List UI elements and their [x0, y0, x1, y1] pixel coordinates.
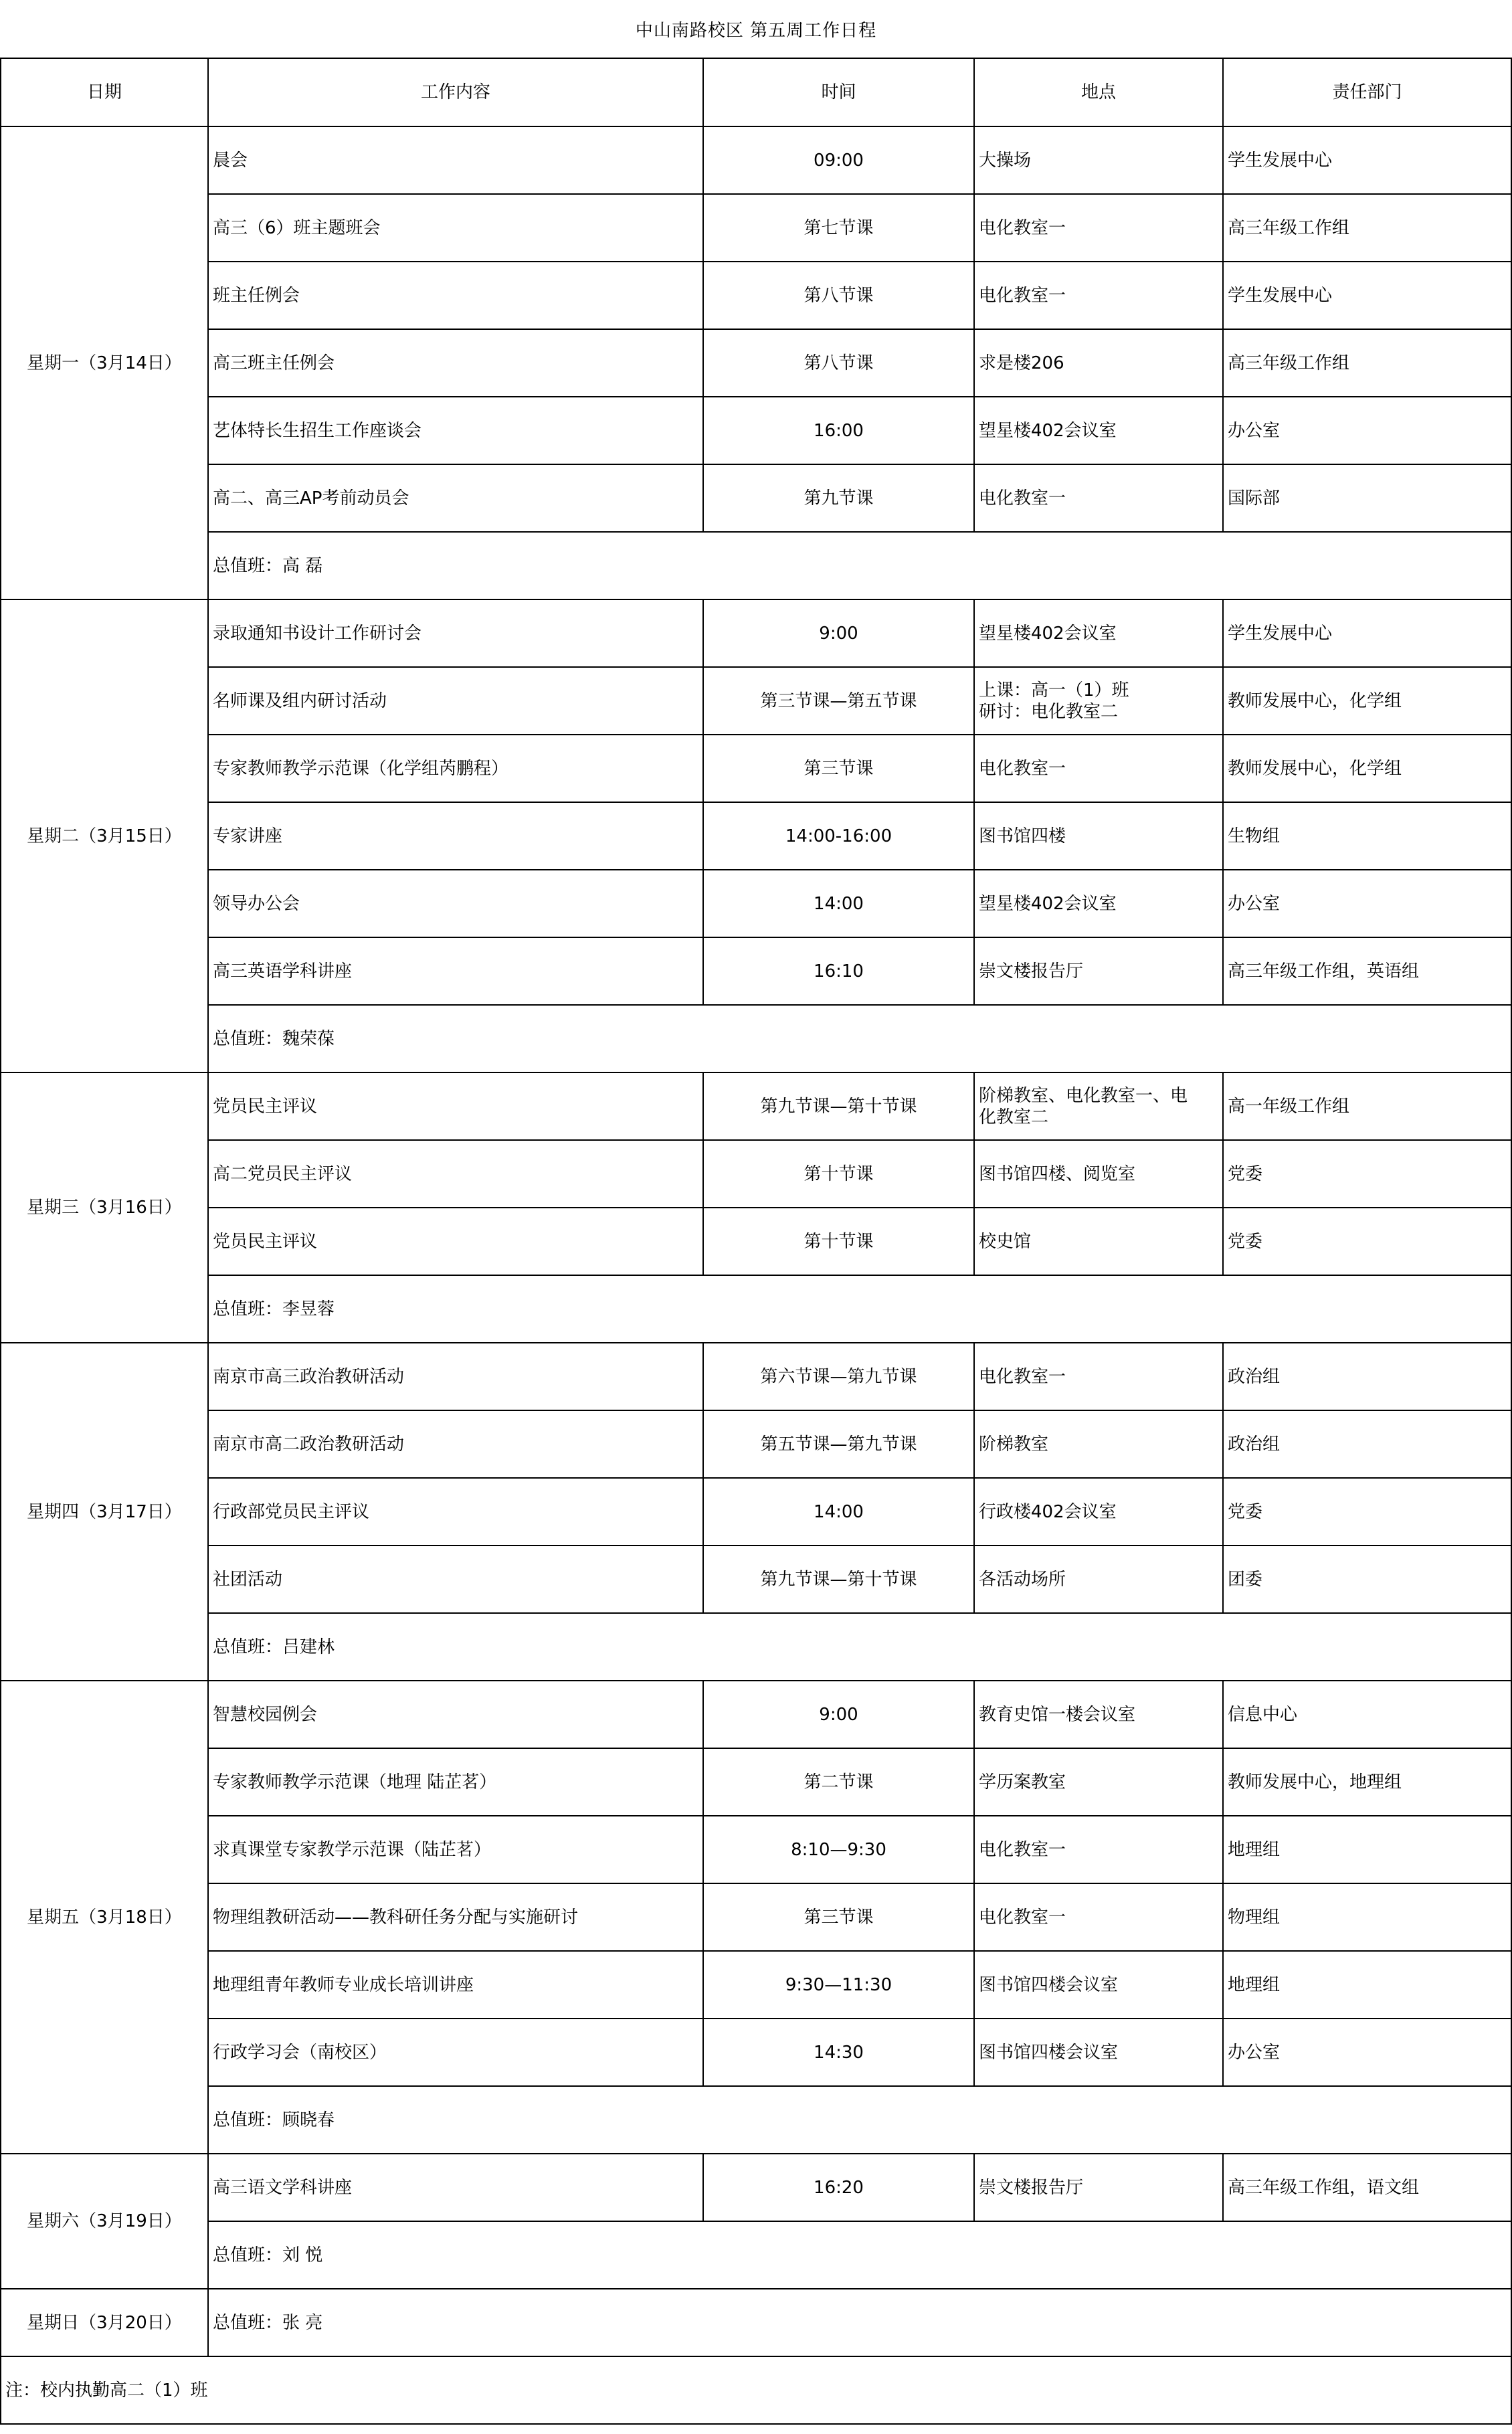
- table-row: [1, 1208, 1511, 1275]
- header-department: 责任部门: [1223, 58, 1511, 126]
- table-row: [1, 1951, 1511, 2019]
- location-line: 图书馆四楼会议室: [979, 2042, 1119, 2063]
- table-row: [1, 1816, 1511, 1883]
- event-location: [974, 1208, 1223, 1275]
- header-location: 地点: [974, 58, 1223, 126]
- table-row: [1, 937, 1511, 1005]
- event-time: 第三节课: [703, 735, 974, 802]
- event-location: [974, 1343, 1223, 1410]
- event-content: 求真课堂专家教学示范课（陆芷茗）: [208, 1816, 703, 1883]
- event-department: 办公室: [1223, 397, 1511, 464]
- event-location: [974, 735, 1223, 802]
- event-time: 第二节课: [703, 1748, 974, 1816]
- location-line: 望星楼402会议室: [979, 420, 1117, 441]
- location-line: 行政楼402会议室: [979, 1501, 1117, 1522]
- table-row: [1, 735, 1511, 802]
- duty-row: [1, 1613, 1511, 1681]
- event-location: [974, 1546, 1223, 1613]
- duty-officer: 总值班：高 磊: [208, 532, 1511, 599]
- event-content: 班主任例会: [208, 262, 703, 329]
- event-location: [974, 2154, 1223, 2221]
- event-location: [974, 464, 1223, 532]
- event-department: 办公室: [1223, 2019, 1511, 2086]
- event-location: [974, 194, 1223, 262]
- event-department: 学生发展中心: [1223, 126, 1511, 194]
- event-time: 09:00: [703, 126, 974, 194]
- event-department: 学生发展中心: [1223, 262, 1511, 329]
- location-line: 电化教室一: [979, 1366, 1066, 1387]
- duty-row: [1, 2086, 1511, 2154]
- event-content: 南京市高二政治教研活动: [208, 1410, 703, 1478]
- event-content: 高三语文学科讲座: [208, 2154, 703, 2221]
- event-location: [974, 1748, 1223, 1816]
- page-title: 中山南路校区 第五周工作日程: [635, 20, 877, 41]
- table-row: [1, 1072, 1511, 1140]
- location-line: 望星楼402会议室: [979, 893, 1117, 914]
- event-time: 8:10—9:30: [703, 1816, 974, 1883]
- duty-row: [1, 2289, 1511, 2356]
- location-line: 图书馆四楼、阅览室: [979, 1163, 1136, 1184]
- schedule-table: [0, 58, 1512, 2425]
- location-line: 电化教室一: [979, 488, 1066, 508]
- duty-officer: 总值班：魏荣葆: [208, 1005, 1511, 1072]
- event-content: 地理组青年教师专业成长培训讲座: [208, 1951, 703, 2019]
- event-time: 16:00: [703, 397, 974, 464]
- location-line: 求是楼206: [979, 353, 1064, 373]
- event-department: 教师发展中心，化学组: [1223, 667, 1511, 735]
- day-date-cell: 星期五（3月18日）: [1, 1681, 208, 2154]
- location-line: 电化教室一: [979, 1907, 1066, 1928]
- event-location: [974, 870, 1223, 937]
- event-content: 党员民主评议: [208, 1072, 703, 1140]
- event-time: 9:30—11:30: [703, 1951, 974, 2019]
- location-line: 电化教室一: [979, 285, 1066, 306]
- event-time: 第八节课: [703, 262, 974, 329]
- event-time: 第三节课—第五节课: [703, 667, 974, 735]
- location-line: 阶梯教室、电化教室一、电: [979, 1085, 1188, 1106]
- location-line: 教育史馆一楼会议室: [979, 1704, 1136, 1725]
- table-row: [1, 1343, 1511, 1410]
- event-department: 党委: [1223, 1478, 1511, 1546]
- event-content: 高二党员民主评议: [208, 1140, 703, 1208]
- table-row: [1, 1478, 1511, 1546]
- table-row: [1, 262, 1511, 329]
- event-content: 晨会: [208, 126, 703, 194]
- event-location: [974, 1681, 1223, 1748]
- event-department: 学生发展中心: [1223, 599, 1511, 667]
- table-row: [1, 2019, 1511, 2086]
- event-location: [974, 126, 1223, 194]
- event-content: 社团活动: [208, 1546, 703, 1613]
- event-content: 高三英语学科讲座: [208, 937, 703, 1005]
- event-time: 第六节课—第九节课: [703, 1343, 974, 1410]
- location-line: 研讨：电化教室二: [979, 701, 1119, 722]
- event-content: 专家教师教学示范课（化学组芮鹏程）: [208, 735, 703, 802]
- event-time: 第八节课: [703, 329, 974, 397]
- event-time: 第九节课: [703, 464, 974, 532]
- event-location: [974, 1140, 1223, 1208]
- event-location: [974, 1951, 1223, 2019]
- event-content: 专家讲座: [208, 802, 703, 870]
- footnote: 注：校内执勤高二（1）班: [1, 2356, 1511, 2424]
- event-department: 国际部: [1223, 464, 1511, 532]
- event-location: [974, 802, 1223, 870]
- table-row: [1, 397, 1511, 464]
- duty-row: [1, 532, 1511, 599]
- event-content: 艺体特长生招生工作座谈会: [208, 397, 703, 464]
- event-department: 教师发展中心，化学组: [1223, 735, 1511, 802]
- event-department: 高三年级工作组: [1223, 329, 1511, 397]
- event-content: 录取通知书设计工作研讨会: [208, 599, 703, 667]
- location-line: 崇文楼报告厅: [979, 961, 1084, 981]
- event-time: 第三节课: [703, 1883, 974, 1951]
- event-content: 高二、高三AP考前动员会: [208, 464, 703, 532]
- event-department: 高三年级工作组: [1223, 194, 1511, 262]
- location-line: 电化教室一: [979, 758, 1066, 779]
- day-date-cell: 星期四（3月17日）: [1, 1343, 208, 1681]
- event-time: 第七节课: [703, 194, 974, 262]
- event-location: [974, 2019, 1223, 2086]
- location-line: 图书馆四楼会议室: [979, 1974, 1119, 1995]
- event-department: 地理组: [1223, 1816, 1511, 1883]
- event-time: 9:00: [703, 599, 974, 667]
- event-department: 党委: [1223, 1140, 1511, 1208]
- event-department: 政治组: [1223, 1410, 1511, 1478]
- table-row: [1, 802, 1511, 870]
- event-department: 物理组: [1223, 1883, 1511, 1951]
- table-row: [1, 194, 1511, 262]
- event-time: 16:10: [703, 937, 974, 1005]
- table-row: [1, 464, 1511, 532]
- duty-row: [1, 1275, 1511, 1343]
- event-department: 高三年级工作组，语文组: [1223, 2154, 1511, 2221]
- duty-officer: 总值班：李昱蓉: [208, 1275, 1511, 1343]
- event-location: [974, 1410, 1223, 1478]
- event-time: 14:00: [703, 1478, 974, 1546]
- event-department: 党委: [1223, 1208, 1511, 1275]
- event-location: [974, 937, 1223, 1005]
- event-time: 第九节课—第十节课: [703, 1546, 974, 1613]
- event-content: 专家教师教学示范课（地理 陆芷茗）: [208, 1748, 703, 1816]
- day-date-cell: 星期二（3月15日）: [1, 599, 208, 1072]
- location-line: 望星楼402会议室: [979, 623, 1117, 644]
- table-row: [1, 1140, 1511, 1208]
- table-row: [1, 1546, 1511, 1613]
- event-content: 物理组教研活动——教科研任务分配与实施研讨: [208, 1883, 703, 1951]
- event-department: 政治组: [1223, 1343, 1511, 1410]
- event-content: 高三班主任例会: [208, 329, 703, 397]
- duty-officer: 总值班：吕建林: [208, 1613, 1511, 1681]
- event-location: [974, 1478, 1223, 1546]
- location-line: 崇文楼报告厅: [979, 2177, 1084, 2198]
- table-row: [1, 1883, 1511, 1951]
- event-time: 14:00-16:00: [703, 802, 974, 870]
- event-time: 第十节课: [703, 1208, 974, 1275]
- header-date: 日期: [1, 58, 208, 126]
- note-row: [1, 2356, 1511, 2424]
- header-content: 工作内容: [208, 58, 703, 126]
- event-department: 高三年级工作组，英语组: [1223, 937, 1511, 1005]
- table-row: [1, 1410, 1511, 1478]
- event-time: 14:30: [703, 2019, 974, 2086]
- event-time: 第九节课—第十节课: [703, 1072, 974, 1140]
- location-line: 上课：高一（1）班: [979, 680, 1129, 700]
- event-location: [974, 1883, 1223, 1951]
- event-location: [974, 599, 1223, 667]
- event-content: 行政部党员民主评议: [208, 1478, 703, 1546]
- event-time: 14:00: [703, 870, 974, 937]
- event-content: 高三（6）班主题班会: [208, 194, 703, 262]
- event-location: [974, 397, 1223, 464]
- event-time: 第十节课: [703, 1140, 974, 1208]
- event-content: 行政学习会（南校区）: [208, 2019, 703, 2086]
- event-content: 名师课及组内研讨活动: [208, 667, 703, 735]
- event-time: 16:20: [703, 2154, 974, 2221]
- duty-row: [1, 1005, 1511, 1072]
- event-content: 南京市高三政治教研活动: [208, 1343, 703, 1410]
- event-time: 9:00: [703, 1681, 974, 1748]
- day-date-cell: 星期日（3月20日）: [1, 2289, 208, 2356]
- duty-officer: 总值班：顾晓春: [208, 2086, 1511, 2154]
- event-location: [974, 1816, 1223, 1883]
- table-row: [1, 329, 1511, 397]
- event-location: [974, 667, 1223, 735]
- event-department: 办公室: [1223, 870, 1511, 937]
- table-header-row: [1, 58, 1511, 126]
- location-line: 阶梯教室: [979, 1434, 1049, 1455]
- event-location: [974, 262, 1223, 329]
- location-line: 校史馆: [979, 1231, 1032, 1252]
- table-row: [1, 1748, 1511, 1816]
- table-row: [1, 126, 1511, 194]
- location-line: 图书馆四楼: [979, 826, 1066, 846]
- duty-officer: 总值班：张 亮: [208, 2289, 1511, 2356]
- day-date-cell: 星期一（3月14日）: [1, 126, 208, 599]
- location-line: 学历案教室: [979, 1772, 1066, 1792]
- location-line: 电化教室一: [979, 1839, 1066, 1860]
- event-location: [974, 329, 1223, 397]
- event-department: 地理组: [1223, 1951, 1511, 2019]
- event-content: 智慧校园例会: [208, 1681, 703, 1748]
- duty-officer: 总值班：刘 悦: [208, 2221, 1511, 2289]
- event-time: 第五节课—第九节课: [703, 1410, 974, 1478]
- event-department: 高一年级工作组: [1223, 1072, 1511, 1140]
- event-location: [974, 1072, 1223, 1140]
- schedule-body: [1, 126, 1511, 2424]
- event-department: 信息中心: [1223, 1681, 1511, 1748]
- table-row: [1, 667, 1511, 735]
- table-row: [1, 870, 1511, 937]
- event-department: 教师发展中心，地理组: [1223, 1748, 1511, 1816]
- location-line: 化教室二: [979, 1107, 1049, 1127]
- event-content: 党员民主评议: [208, 1208, 703, 1275]
- table-row: [1, 599, 1511, 667]
- location-line: 各活动场所: [979, 1569, 1066, 1590]
- location-line: 大操场: [979, 150, 1032, 171]
- table-row: [1, 2154, 1511, 2221]
- location-line: 电化教室一: [979, 217, 1066, 238]
- header-time: 时间: [703, 58, 974, 126]
- event-department: 团委: [1223, 1546, 1511, 1613]
- day-date-cell: 星期三（3月16日）: [1, 1072, 208, 1343]
- table-row: [1, 1681, 1511, 1748]
- event-content: 领导办公会: [208, 870, 703, 937]
- event-department: 生物组: [1223, 802, 1511, 870]
- day-date-cell: 星期六（3月19日）: [1, 2154, 208, 2289]
- duty-row: [1, 2221, 1511, 2289]
